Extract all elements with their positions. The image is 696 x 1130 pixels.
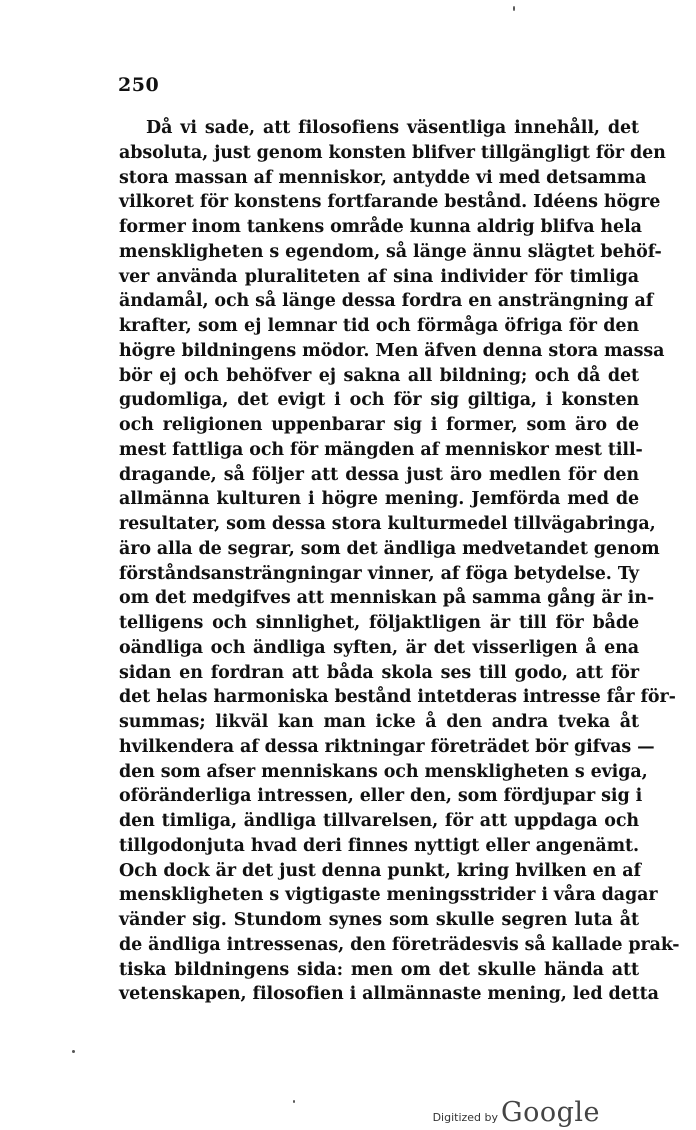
text-line: oföränderliga intressen, eller den, som fördjupar sig i <box>119 786 643 807</box>
page-number: 250 <box>118 74 160 96</box>
digitized-watermark <box>433 1097 600 1128</box>
text-line: de ändliga intressenas, den företrädesvis så kallade prak- <box>119 934 680 955</box>
text-line: menskligheten s vigtigaste meningsstrider i våra dagar <box>119 885 658 906</box>
text-line: menskligheten s egendom, så länge ännu slägtet behöf- <box>119 241 662 262</box>
text-line: Och dock är det just denna punkt, kring hvilken en af <box>119 860 641 881</box>
text-line: stora massan af menniskor, antydde vi med detsamma <box>119 167 647 188</box>
text-line: om det medgifves att menniskan på samma gång är in- <box>119 588 654 609</box>
text-line: vänder sig. Stundom synes som skulle segren luta åt <box>119 910 639 930</box>
text-line: och religionen uppenbarar sig i former, som äro de <box>119 415 639 435</box>
scan-speck <box>293 1100 295 1103</box>
text-line: summas; likväl kan man icke å den andra tveka åt <box>119 712 639 732</box>
text-line: den som afser menniskans och menskligheten s eviga, <box>119 761 648 782</box>
text-line: ver använda pluraliteten af sina individer för timliga <box>119 266 639 287</box>
text-line: högre bildningens mödor. Men äfven denna stora massa <box>119 340 665 361</box>
body-text <box>119 116 680 1007</box>
text-line: äro alla de segrar, som det ändliga medvetandet genom <box>119 538 660 559</box>
text-line: telligens och sinnlighet, följaktligen är till för både <box>119 613 639 633</box>
scan-speck <box>72 1050 75 1053</box>
text-line: allmänna kulturen i högre mening. Jemförda med de <box>119 489 639 510</box>
watermark-prefix: Digitized by <box>432 1111 499 1124</box>
text-line: absoluta, just genom konsten blifver tillgängligt för den <box>119 142 666 163</box>
text-line: resultater, som dessa stora kulturmedel tillvägabringa, <box>119 514 656 534</box>
text-line: Då vi sade, att filosofiens väsentliga innehåll, det <box>146 118 639 138</box>
text-line: former inom tankens område kunna aldrig blifva hela <box>119 217 642 237</box>
text-line: vilkoret för konstens fortfarande bestånd. Idéens högre <box>119 192 661 213</box>
text-line: vetenskapen, filosofien i allmännaste mening, led detta <box>119 984 659 1005</box>
text-line: hvilkendera af dessa riktningar företrädet bör gifvas — <box>119 736 655 757</box>
text-line: gudomliga, det evigt i och för sig giltiga, i konsten <box>119 390 639 411</box>
text-line: det helas harmoniska bestånd intetderas intresse får för- <box>119 687 676 708</box>
text-line: den timliga, ändliga tillvarelsen, för att uppdaga och <box>119 811 639 831</box>
text-line: dragande, så följer att dessa just äro medlen för den <box>119 464 639 485</box>
scan-speck <box>513 6 515 11</box>
google-logo: Google <box>501 1097 600 1128</box>
text-line: mest fattliga och för mängden af menniskor mest till- <box>119 439 643 460</box>
text-line: tillgodonjuta hvad deri finnes nyttigt eller angenämt. <box>119 835 639 856</box>
text-line: tiska bildningens sida: men om det skulle hända att <box>119 959 639 980</box>
text-line: krafter, som ej lemnar tid och förmåga öfriga för den <box>119 316 639 336</box>
text-line: sidan en fordran att båda skola ses till godo, att för <box>119 662 639 683</box>
text-line: ändamål, och så länge dessa fordra en ansträngning af <box>119 291 654 312</box>
text-line: förståndsansträngningar vinner, af föga betydelse. Ty <box>119 563 639 584</box>
text-line: oändliga och ändliga syften, är det visserligen å ena <box>119 637 639 658</box>
text-line: bör ej och behöfver ej sakna all bildning; och då det <box>119 365 639 386</box>
